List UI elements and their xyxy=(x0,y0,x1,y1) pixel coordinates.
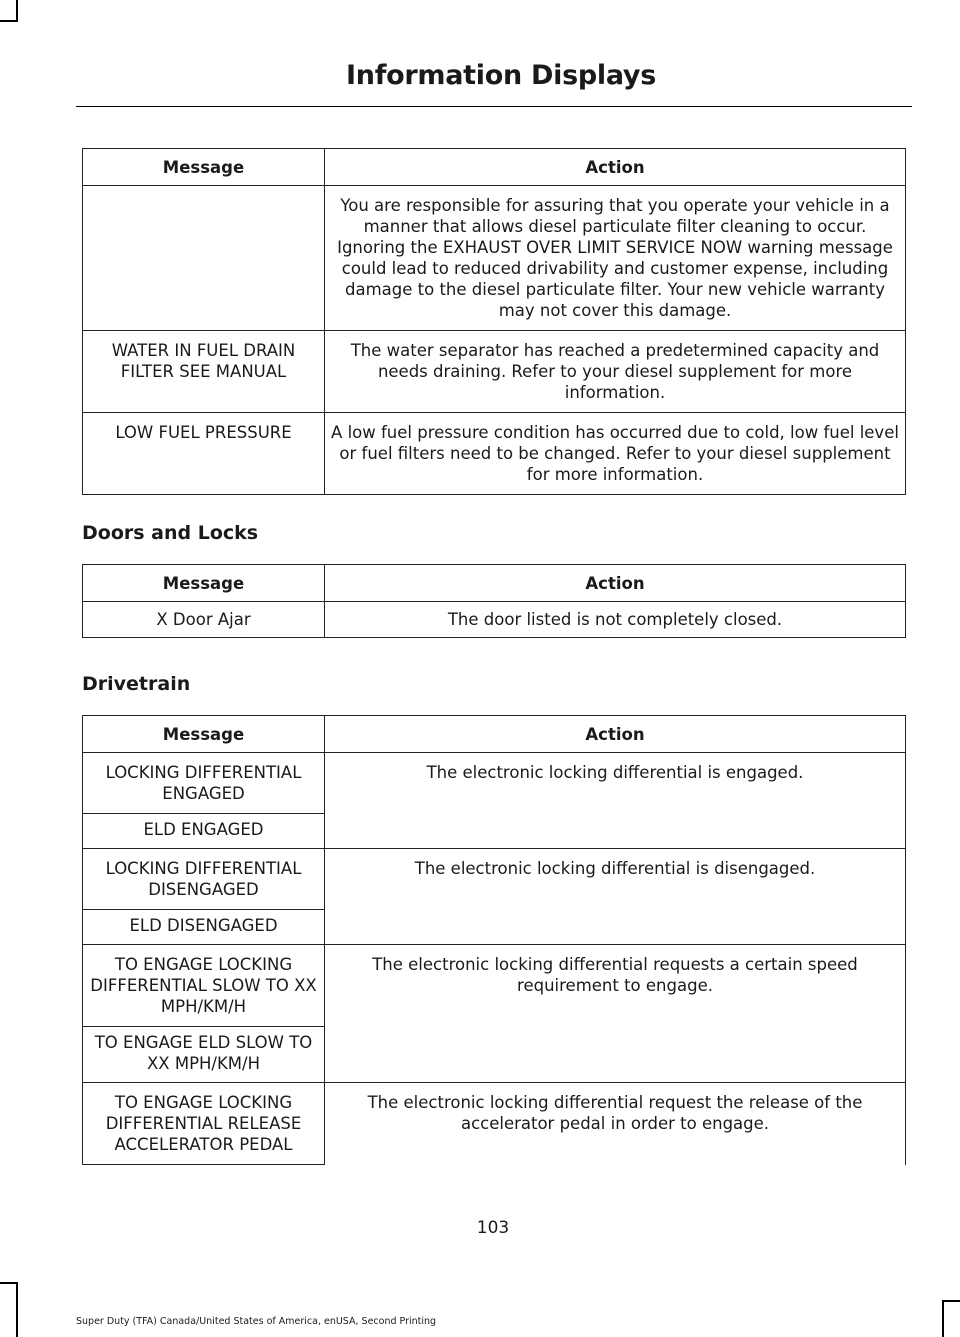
crop-mark xyxy=(16,0,18,22)
table-row xyxy=(83,1083,906,1165)
message-table-fuel xyxy=(82,148,906,495)
message-cell: WATER IN FUEL DRAIN FILTER SEE MANUAL xyxy=(83,331,325,413)
table-row xyxy=(83,945,906,1027)
crop-mark xyxy=(16,1282,18,1337)
message-cell: ELD ENGAGED xyxy=(83,814,325,849)
column-header-message: Message xyxy=(83,149,325,186)
message-cell: LOCKING DIFFERENTIAL DISENGAGED xyxy=(83,849,325,910)
column-header-action: Action xyxy=(325,716,906,753)
message-cell: ELD DISENGAGED xyxy=(83,910,325,945)
column-header-message: Message xyxy=(83,565,325,602)
action-cell: A low fuel pressure condition has occurred due to cold, low fuel level or fuel filters need to be changed. Refer to your diesel supplement for more information. xyxy=(325,413,906,495)
action-cell: The door listed is not completely closed. xyxy=(325,602,906,638)
table-row xyxy=(83,186,906,331)
page-number: 103 xyxy=(476,1218,510,1238)
crop-mark xyxy=(0,1282,18,1284)
message-cell: TO ENGAGE LOCKING DIFFERENTIAL SLOW TO XX MPH/KM/H xyxy=(83,945,325,1027)
table-row xyxy=(83,602,906,638)
table-header-row xyxy=(83,565,906,602)
message-table-doors xyxy=(82,564,906,638)
section-heading-drivetrain: Drivetrain xyxy=(82,673,191,695)
table-row xyxy=(83,753,906,814)
section-heading-doors: Doors and Locks xyxy=(82,522,259,544)
table-row xyxy=(83,413,906,495)
table-header-row xyxy=(83,149,906,186)
message-cell xyxy=(83,186,325,331)
message-cell: TO ENGAGE ELD SLOW TO XX MPH/KM/H xyxy=(83,1027,325,1083)
message-cell: X Door Ajar xyxy=(83,602,325,638)
action-cell: The electronic locking differential requests a certain speed requirement to engage. xyxy=(325,945,906,1083)
crop-mark xyxy=(0,20,18,22)
column-header-action: Action xyxy=(325,149,906,186)
crop-mark xyxy=(942,1300,960,1302)
message-table-drivetrain xyxy=(82,715,906,1165)
action-cell: The water separator has reached a predetermined capacity and needs draining. Refer to your diesel supplement for more information. xyxy=(325,331,906,413)
table-header-row xyxy=(83,716,906,753)
message-cell: TO ENGAGE LOCKING DIFFERENTIAL RELEASE ACCELERATOR PEDAL xyxy=(83,1083,325,1165)
table-row xyxy=(83,331,906,413)
action-cell: You are responsible for assuring that you operate your vehicle in a manner that allows diesel particulate filter cleaning to occur. Ignoring the EXHAUST OVER LIMIT SERVICE NOW warning message could lead to reduced drivability and customer expense, including damage to the diesel particulate filter. Your new vehicle warranty may not cover this damage. xyxy=(325,186,906,331)
crop-mark xyxy=(942,1300,944,1337)
header-divider xyxy=(76,106,912,107)
message-cell: LOCKING DIFFERENTIAL ENGAGED xyxy=(83,753,325,814)
table-row xyxy=(83,849,906,910)
column-header-action: Action xyxy=(325,565,906,602)
action-cell: The electronic locking differential is engaged. xyxy=(325,753,906,849)
column-header-message: Message xyxy=(83,716,325,753)
footer-text: Super Duty (TFA) Canada/United States of America, enUSA, Second Printing xyxy=(76,1316,437,1327)
message-cell: LOW FUEL PRESSURE xyxy=(83,413,325,495)
page-title: Information Displays xyxy=(346,60,656,91)
action-cell: The electronic locking differential is disengaged. xyxy=(325,849,906,945)
action-cell: The electronic locking differential request the release of the accelerator pedal in order to engage. xyxy=(325,1083,906,1165)
